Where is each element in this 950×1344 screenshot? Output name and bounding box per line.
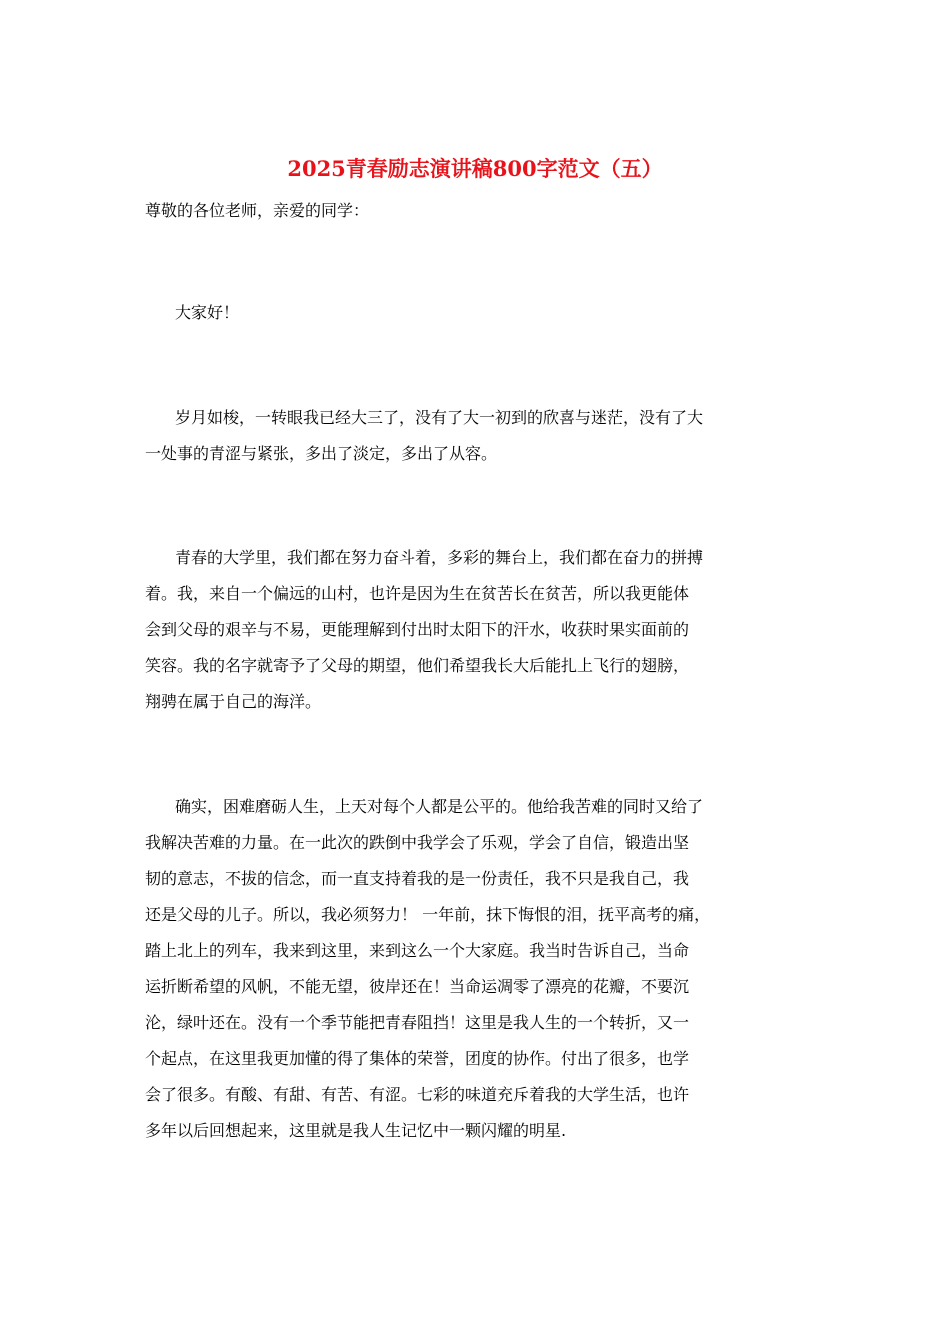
paragraph-line: 着。我，来自一个偏远的山村，也许是因为生在贫苦长在贫苦，所以我更能体 [145, 584, 690, 603]
paragraph-intro [145, 400, 810, 472]
paragraph-hardship [145, 789, 810, 1149]
paragraph-line: 踏上北上的列车，我来到这里，来到这么一个大家庭。我当时告诉自己，当命 [145, 941, 690, 960]
paragraph-line: 沦，绿叶还在。没有一个季节能把青春阻挡！这里是我人生的一个转折，又一 [145, 1013, 690, 1032]
paragraph-line: 一处事的青涩与紧张，多出了淡定，多出了从容。 [145, 444, 498, 463]
paragraph-youth [145, 540, 810, 720]
paragraph-line: 我解决苦难的力量。在一此次的跌倒中我学会了乐观，学会了自信，锻造出坚 [145, 833, 690, 852]
salutation: 尊敬的各位老师，亲爱的同学： [145, 201, 370, 220]
paragraph-line: 笑容。我的名字就寄予了父母的期望，他们希望我长大后能扎上飞行的翅膀， [145, 656, 690, 675]
paragraph-line: 还是父母的儿子。所以，我必须努力！ 一年前，抹下悔恨的泪，抚平高考的痛， [145, 905, 711, 924]
paragraph-line: 会了很多。有酸、有甜、有苦、有涩。七彩的味道充斥着我的大学生活，也许 [145, 1085, 690, 1104]
paragraph-line: 青春的大学里，我们都在努力奋斗着，多彩的舞台上，我们都在奋力的拼搏 [175, 548, 704, 567]
paragraph-line: 运折断希望的风帆，不能无望，彼岸还在！当命运凋零了漂亮的花瓣，不要沉 [145, 977, 690, 996]
document-title: 2025青春励志演讲稿800字范文（五） [287, 156, 663, 181]
paragraph-line: 会到父母的艰辛与不易，更能理解到付出时太阳下的汗水，收获时果实面前的 [145, 620, 690, 639]
paragraph-line: 翔骋在属于自己的海洋。 [145, 692, 322, 711]
paragraph-greeting [145, 295, 810, 331]
paragraph-line: 个起点，在这里我更加懂的得了集体的荣誉，团度的协作。付出了很多，也学 [145, 1049, 690, 1068]
paragraph-line: 韧的意志，不拔的信念，而一直支持着我的是一份责任，我不只是我自己，我 [145, 869, 690, 888]
paragraph-line: 确实，困难磨砺人生，上天对每个人都是公平的。他给我苦难的同时又给了 [175, 797, 704, 816]
paragraph-line: 岁月如梭，一转眼我已经大三了，没有了大一初到的欣喜与迷茫，没有了大 [175, 408, 704, 427]
paragraph-line: 大家好！ [175, 303, 240, 322]
paragraph-line: 多年以后回想起来，这里就是我人生记忆中一颗闪耀的明星. [145, 1121, 567, 1140]
